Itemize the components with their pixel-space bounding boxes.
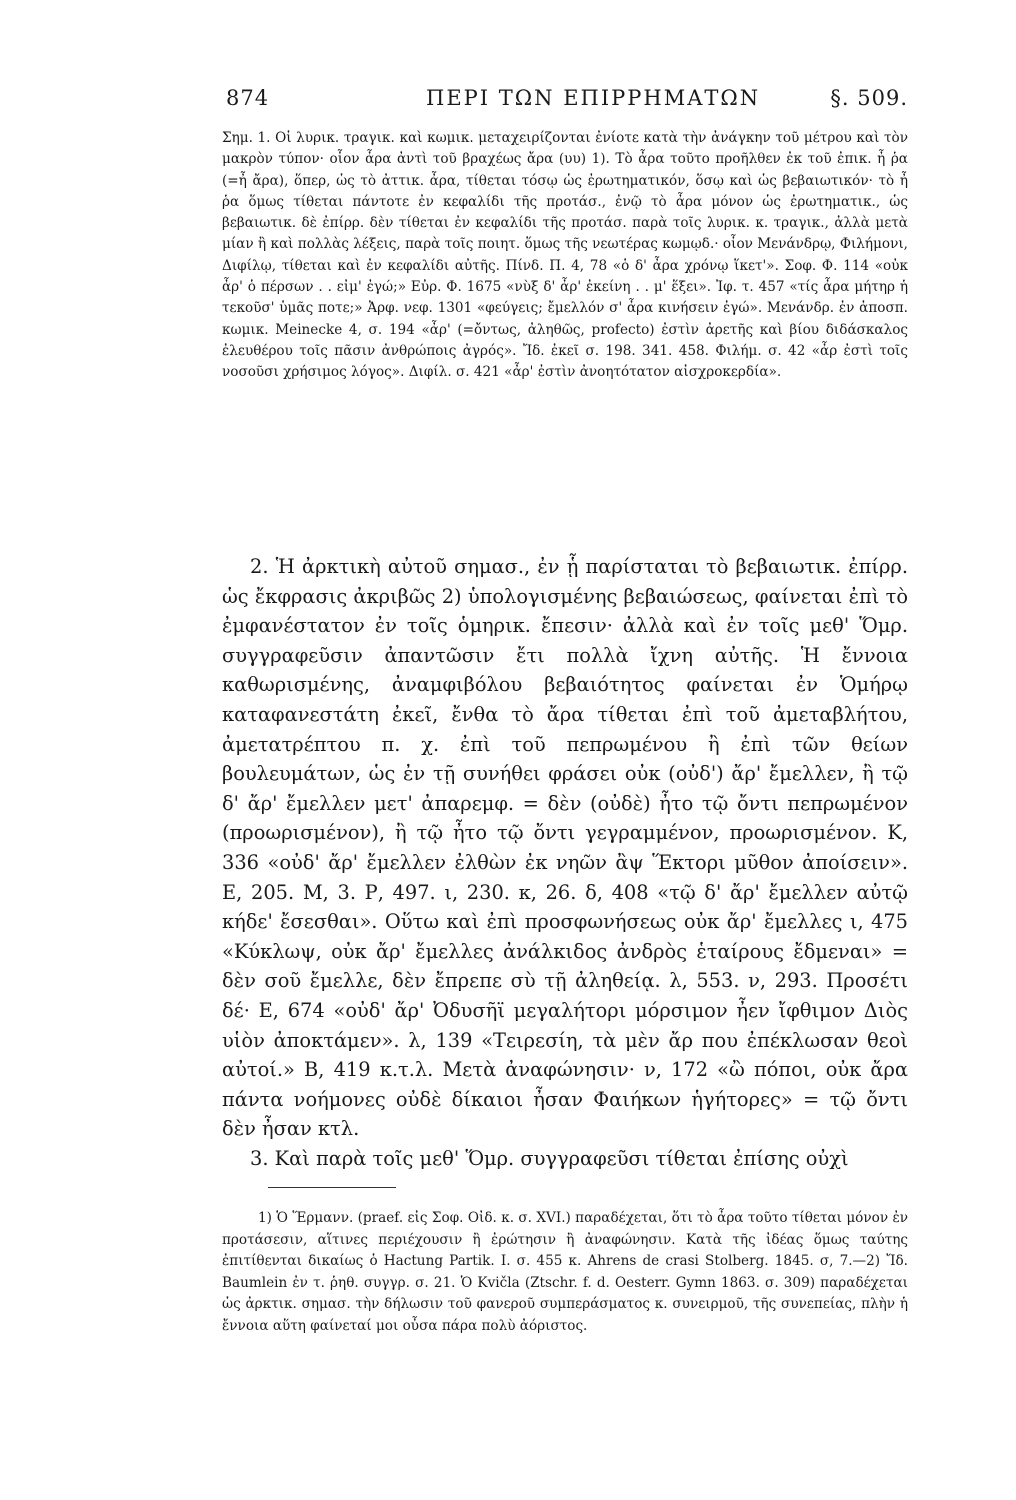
main-text xyxy=(222,552,908,1173)
note-text: Σημ. 1. Οἱ λυρικ. τραγικ. καὶ κωμικ. μεταχειρίζονται ἐνίοτε κατὰ τὴν ἀνάγκην τοῦ μέτρου καὶ τὸν μακρὸν τύπον· οἷον ἆρα ἀντὶ τοῦ βραχέως ἄρα (υυ) 1). Τὸ ἆρα τοῦτο προῆλθεν ἐκ τοῦ ἐπικ. ἦ ῥα (=ἦ ἄρα), ὅπερ, ὡς τὸ ἀττικ. ἆρα, τίθεται τόσῳ ὡς ἐρωτηματικόν, ὅσῳ καὶ ὡς βεβαιωτικόν· τὸ ἦ ῥα ὅμως τίθεται πάντοτε ἐν κεφαλίδι τῆς προτάσ., ἐνῷ τὸ ἆρα μόνον ὡς ἐρωτηματικ., ὡς βεβαιωτικ. δὲ ἐπίρρ. δὲν τίθεται ἐν κεφαλίδι τῆς προτάσ. παρὰ τοῖς λυρικ. κ. τραγικ., ἀλλὰ μετὰ μίαν ἢ καὶ πολλὰς λέξεις, παρὰ τοῖς ποιητ. ὅμως τῆς νεωτέρας κωμῳδ.· οἷον Μενάνδρῳ, Φιλήμονι, Διφίλῳ, τίθεται καὶ ἐν κεφαλίδι αὐτῆς. Πίνδ. Π. 4, 78 «ὁ δ' ἆρα χρόνῳ ἵκετ'». Σοφ. Φ. 114 «οὐκ ἆρ' ὁ πέρσων . . εἰμ' ἐγώ;» Εὐρ. Φ. 1675 «νὺξ δ' ἆρ' ἐκείνη . . μ' ἕξει». Ἰφ. τ. 457 «τίς ἆρα μήτηρ ἡ τεκοῦσ' ὑμᾶς ποτε;» Ἀρφ. νεφ. 1301 «φεύγεις; ἔμελλόν σ' ἆρα κινήσειν ἐγώ». Μενάνδρ. ἐν ἀποσπ. κωμικ. Meinecke 4, σ. 194 «ἆρ' (=ὄντως, ἀληθῶς, profecto) ἐστὶν ἀρετῆς καὶ βίου διδάσκαλος ἐλευθέρου τοῖς πᾶσιν ἀνθρώποις ἀγρός». Ἴδ. ἐκεῖ σ. 198. 341. 458. Φιλήμ. σ. 42 «ἆρ ἐστὶ τοῖς νοσοῦσι χρήσιμος λόγος». Διφίλ. σ. 421 «ἆρ' ἐστὶν ἀνοητότατον αἰσχροκερδία». xyxy=(222,130,908,381)
page-header xyxy=(226,86,908,120)
page-number: 874 xyxy=(226,86,270,110)
footnote-rule xyxy=(268,1187,396,1188)
running-title: ΠΕΡΙ ΤΩΝ ΕΠΙΡΡΗΜΑΤΩΝ xyxy=(426,86,761,110)
paragraph-2: 2. Ἡ ἀρκτικὴ αὐτοῦ σημασ., ἐν ᾗ παρίσταται τὸ βεβαιωτικ. ἐπίρρ. ὡς ἔκφρασις ἀκριβῶς 2) ὑπολογισμένης βεβαιώσεως, φαίνεται ἐπὶ τὸ ἐμφανέστατον ἐν τοῖς ὁμηρικ. ἔπεσιν· ἀλλὰ καὶ ἐν τοῖς μεθ' Ὅμρ. συγγραφεῦσιν ἀπαντῶσιν ἔτι πολλὰ ἴχνη αὐτῆς. Ἡ ἔννοια καθωρισμένης, ἀναμφιβόλου βεβαιότητος φαίνεται ἐν Ὁμήρῳ καταφανεστάτη ἐκεῖ, ἔνθα τὸ ἄρα τίθεται ἐπὶ τοῦ ἀμεταβλήτου, ἀμετατρέπτου π. χ. ἐπὶ τοῦ πεπρωμένου ἢ ἐπὶ τῶν θείων βουλευμάτων, ὡς ἐν τῇ συνήθει φράσει οὐκ (οὐδ') ἄρ' ἔμελλεν, ἢ τῷ δ' ἄρ' ἔμελλεν μετ' ἀπαρεμφ. = δὲν (οὐδὲ) ἦτο τῷ ὄντι πεπρωμένον (προωρισμένον), ἢ τῷ ἦτο τῷ ὄντι γεγραμμένον, προωρισμένον. Κ, 336 «οὐδ' ἄρ' ἔμελλεν ἐλθὼν ἐκ νηῶν ἂψ Ἕκτορι μῦθον ἀποίσειν». Ε, 205. Μ, 3. Ρ, 497. ι, 230. κ, 26. δ, 408 «τῷ δ' ἄρ' ἔμελλεν αὐτῷ κήδε' ἔσεσθαι». Οὕτω καὶ ἐπὶ προσφωνήσεως οὐκ ἄρ' ἔμελλες ι, 475 «Κύκλωψ, οὐκ ἄρ' ἔμελλες ἀνάλκιδος ἀνδρὸς ἑταίρους ἔδμεναι» = δὲν σοῦ ἔμελλε, δὲν ἔπρεπε σὺ τῇ ἀληθείᾳ. λ, 553. ν, 293. Προσέτι δέ· Ε, 674 «οὐδ' ἄρ' Ὀδυσῆϊ μεγαλήτορι μόρσιμον ἦεν ἴφθιμον Διὸς υἱὸν ἀποκτάμεν». λ, 139 «Τειρεσίη, τὰ μὲν ἄρ που ἐπέκλωσαν θεοὶ αὐτοί.» Β, 419 κ.τ.λ. Μετὰ ἀναφώνησιν· ν, 172 «ὢ πόποι, οὐκ ἄρα πάντα νοήμονες οὐδὲ δίκαιοι ἦσαν Φαιήκων ἡγήτορες» = τῷ ὄντι δὲν ἦσαν κτλ. xyxy=(222,555,908,1141)
section-number: §. 509. xyxy=(830,86,908,110)
footnote xyxy=(222,1208,908,1338)
note-paragraph xyxy=(222,128,908,384)
footnote-text: 1) Ὁ Ἕρμανν. (praef. εἰς Σοφ. Οἰδ. κ. σ. XVI.) παραδέχεται, ὅτι τὸ ἆρα τοῦτο τίθεται μόνον ἐν προτάσεσιν, αἵτινες περιέχουσιν ἢ ἐρώτησιν ἢ ἀναφώνησιν. Κατὰ τῆς ἰδέας ὅμως ταύτης ἐπιτίθενται δικαίως ὁ Hactung Partik. I. σ. 455 κ. Ahrens de crasi Stolberg. 1845. σ, 7.—2) Ἴδ. Baumlein ἐν τ. ῥηθ. συγγρ. σ. 21. Ὁ Kvičla (Ztschr. f. d. Oesterr. Gymn 1863. σ. 309) παραδέχεται ὡς ἀρκτικ. σημασ. τὴν δήλωσιν τοῦ φανεροῦ συμπεράσματος κ. συνειρμοῦ, τῆς συνεπείας, πλὴν ἡ ἔννοια αὕτη φαίνεταί μοι οὖσα πάρα πολὺ ἀόριστος. xyxy=(222,1210,908,1334)
paragraph-3: 3. Καὶ παρὰ τοῖς μεθ' Ὅμρ. συγγραφεῦσι τίθεται ἐπίσης οὐχὶ xyxy=(250,1146,849,1170)
